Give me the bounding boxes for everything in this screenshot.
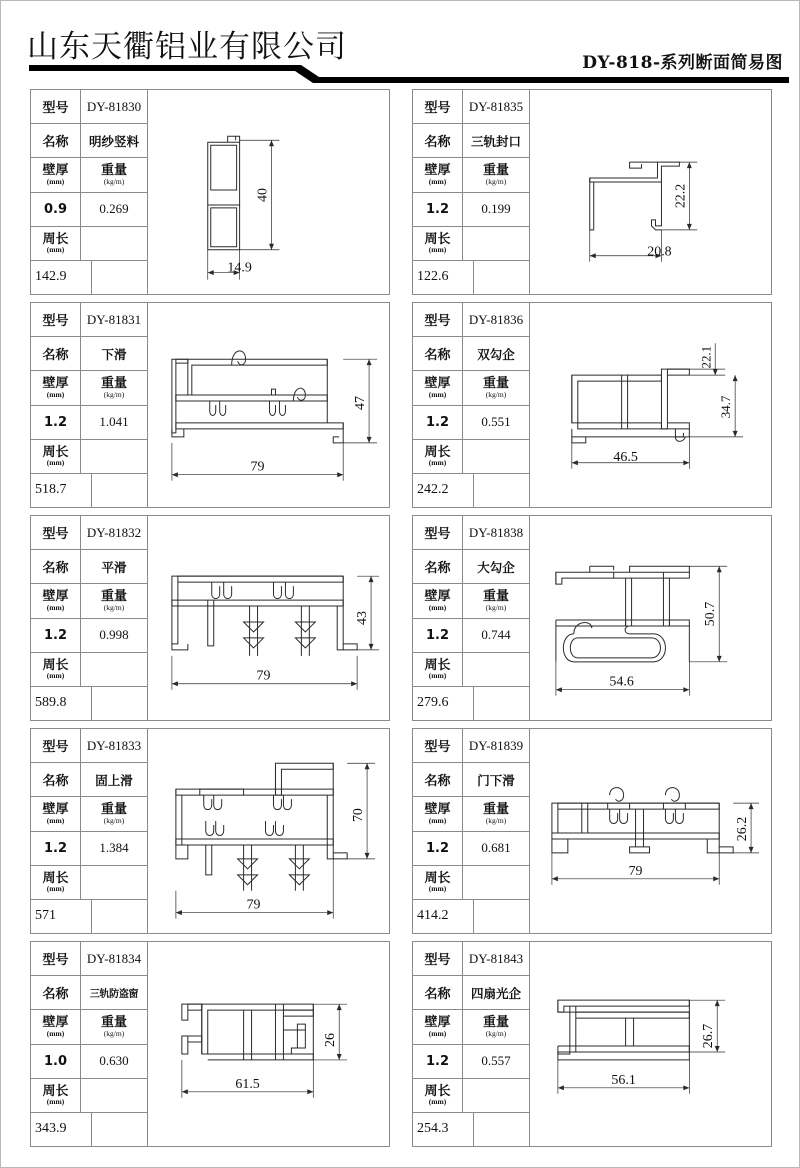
spec-row-perimeter-label xyxy=(413,440,529,474)
label-name: 名称 xyxy=(413,550,463,583)
label-wall-thickness: 壁厚 (mm) xyxy=(413,371,463,404)
spec-row-perimeter-value xyxy=(31,474,147,507)
spec-table xyxy=(31,303,148,507)
dim-height: 47 xyxy=(353,396,369,410)
value-model: DY-81835 xyxy=(468,98,524,114)
label-name: 名称 xyxy=(413,763,463,796)
value-model: DY-81834 xyxy=(86,950,142,966)
value-perimeter: 414.2 xyxy=(417,908,449,924)
label-wall-thickness: 壁厚 (mm) xyxy=(413,1010,463,1043)
dim-height: 26.2 xyxy=(735,816,751,842)
value-perimeter: 142.9 xyxy=(35,269,67,285)
value-name: 三轨封口 xyxy=(470,133,521,149)
profile-card xyxy=(412,89,772,295)
spec-row-perimeter-value xyxy=(31,261,147,294)
label-name: 名称 xyxy=(413,337,463,370)
spec-row-perimeter-label xyxy=(31,866,147,900)
label-perimeter: 周长 (mm) xyxy=(413,227,463,260)
profile-card xyxy=(412,941,772,1147)
value-thickness: 1.2 xyxy=(31,619,81,652)
perimeter-blank xyxy=(81,227,147,260)
spec-table xyxy=(413,942,530,1146)
spec-row-perimeter-label xyxy=(413,227,529,261)
value-thickness: 1.2 xyxy=(413,406,463,439)
value-thickness: 1.2 xyxy=(31,406,81,439)
label-name: 名称 xyxy=(31,976,81,1009)
spec-row-values xyxy=(413,1045,529,1079)
spec-row-perimeter-value xyxy=(31,900,147,933)
label-perimeter: 周长 (mm) xyxy=(413,653,463,686)
value-perimeter: 122.6 xyxy=(417,269,449,285)
label-name: 名称 xyxy=(31,337,81,370)
profile-drawing xyxy=(530,303,771,507)
label-perimeter: 周长 (mm) xyxy=(413,866,463,899)
value-name: 三轨防盗窗 xyxy=(89,989,139,1001)
value-name: 下滑 xyxy=(101,346,127,362)
label-model: 型号 xyxy=(413,942,463,975)
spec-table xyxy=(31,90,148,294)
profile-card xyxy=(30,728,390,934)
value-name: 双勾企 xyxy=(477,346,515,362)
spec-row-values xyxy=(413,193,529,227)
value-weight: 1.041 xyxy=(99,414,129,430)
value-weight: 0.199 xyxy=(481,201,511,217)
spec-row-values xyxy=(413,832,529,866)
label-model: 型号 xyxy=(413,729,463,762)
label-perimeter: 周长 (mm) xyxy=(31,653,81,686)
value-perimeter: 589.8 xyxy=(35,695,67,711)
perimeter-blank xyxy=(81,653,147,686)
value-weight: 0.557 xyxy=(481,1053,511,1069)
label-weight: 重量 (kg/m) xyxy=(100,163,127,186)
header-banner-decoration xyxy=(1,61,800,85)
perimeter-blank2 xyxy=(473,1113,530,1146)
spec-row-perimeter-value xyxy=(413,261,529,294)
series-title: DY-818-系列断面简易图 xyxy=(582,53,783,73)
spec-row-perimeter-label xyxy=(413,1079,529,1113)
page-header xyxy=(1,1,799,87)
company-name: 山东天衢铝业有限公司 xyxy=(27,29,347,65)
perimeter-blank2 xyxy=(473,900,530,933)
spec-row-perimeter-value xyxy=(413,900,529,933)
label-wall-thickness: 壁厚 (mm) xyxy=(31,158,81,191)
value-weight: 0.630 xyxy=(99,1053,129,1069)
spec-row-name xyxy=(413,124,529,158)
spec-row-model xyxy=(31,90,147,124)
spec-row-perimeter-label xyxy=(31,1079,147,1113)
dim-height: 26 xyxy=(323,1033,339,1047)
value-thickness: 1.0 xyxy=(31,1045,81,1078)
value-perimeter: 518.7 xyxy=(35,482,67,498)
value-model: DY-81843 xyxy=(468,950,524,966)
value-name: 四扇光企 xyxy=(470,985,521,1001)
value-model: DY-81832 xyxy=(86,524,142,540)
value-thickness: 1.2 xyxy=(413,832,463,865)
spec-row-name xyxy=(31,337,147,371)
value-name: 固上滑 xyxy=(95,772,133,788)
perimeter-blank2 xyxy=(91,261,148,294)
label-name: 名称 xyxy=(413,124,463,157)
spec-row-perimeter-value xyxy=(413,687,529,720)
dim-width: 20.8 xyxy=(647,244,672,260)
value-name: 明纱竖料 xyxy=(88,133,139,149)
dim-height: 26.7 xyxy=(701,1023,717,1049)
spec-table xyxy=(413,303,530,507)
perimeter-blank xyxy=(463,440,529,473)
label-model: 型号 xyxy=(31,303,81,336)
spec-row-name xyxy=(31,550,147,584)
spec-row-values xyxy=(31,406,147,440)
spec-table xyxy=(413,90,530,294)
spec-row-name xyxy=(413,976,529,1010)
label-wall-thickness: 壁厚 (mm) xyxy=(31,371,81,404)
spec-row-perimeter-value xyxy=(413,1113,529,1146)
value-weight: 1.384 xyxy=(99,840,129,856)
label-model: 型号 xyxy=(413,90,463,123)
dim-width: 46.5 xyxy=(613,449,638,465)
profile-drawing xyxy=(530,729,771,933)
spec-row-units xyxy=(31,1010,147,1044)
perimeter-blank xyxy=(463,653,529,686)
spec-row-name xyxy=(31,763,147,797)
dim-height: 50.7 xyxy=(703,601,719,627)
spec-row-units xyxy=(413,371,529,405)
value-name: 平滑 xyxy=(101,559,127,575)
value-thickness: 1.2 xyxy=(31,832,81,865)
spec-row-units xyxy=(31,158,147,192)
dim-width: 56.1 xyxy=(611,1072,636,1088)
profile-card xyxy=(30,302,390,508)
spec-row-name xyxy=(31,976,147,1010)
value-thickness: 1.2 xyxy=(413,619,463,652)
perimeter-blank xyxy=(463,227,529,260)
spec-row-model xyxy=(31,942,147,976)
dim-width: 79 xyxy=(246,897,261,913)
label-perimeter: 周长 (mm) xyxy=(31,866,81,899)
label-weight: 重量 (kg/m) xyxy=(100,802,127,825)
label-name: 名称 xyxy=(31,124,81,157)
label-perimeter: 周长 (mm) xyxy=(31,1079,81,1112)
spec-row-values xyxy=(413,406,529,440)
perimeter-blank2 xyxy=(91,1113,148,1146)
label-wall-thickness: 壁厚 (mm) xyxy=(413,797,463,830)
value-perimeter: 242.2 xyxy=(417,482,449,498)
spec-row-name xyxy=(413,337,529,371)
perimeter-blank2 xyxy=(473,474,530,507)
dim-height: 70 xyxy=(351,808,367,823)
profile-card xyxy=(30,515,390,721)
profile-drawing xyxy=(148,942,389,1146)
dim-width: 14.9 xyxy=(227,260,252,276)
label-perimeter: 周长 (mm) xyxy=(413,1079,463,1112)
label-model: 型号 xyxy=(31,516,81,549)
profile-card xyxy=(30,89,390,295)
label-weight: 重量 (kg/m) xyxy=(100,1015,127,1038)
value-thickness: 1.2 xyxy=(413,193,463,226)
spec-row-values xyxy=(31,619,147,653)
value-weight: 0.744 xyxy=(481,627,511,643)
label-weight: 重量 (kg/m) xyxy=(100,376,127,399)
perimeter-blank xyxy=(463,1079,529,1112)
perimeter-blank xyxy=(81,1079,147,1112)
spec-row-perimeter-label xyxy=(31,227,147,261)
value-name: 大勾企 xyxy=(477,559,515,575)
perimeter-blank xyxy=(81,440,147,473)
spec-row-model xyxy=(31,729,147,763)
spec-row-values xyxy=(31,193,147,227)
spec-row-perimeter-value xyxy=(31,1113,147,1146)
dim-height: 34.7 xyxy=(718,395,734,419)
value-perimeter: 254.3 xyxy=(417,1121,449,1137)
spec-row-model xyxy=(413,90,529,124)
spec-row-model xyxy=(413,516,529,550)
label-weight: 重量 (kg/m) xyxy=(100,589,127,612)
dim-height: 43 xyxy=(355,611,371,625)
value-perimeter: 571 xyxy=(35,908,56,924)
spec-row-model xyxy=(413,729,529,763)
spec-row-model xyxy=(413,303,529,337)
label-wall-thickness: 壁厚 (mm) xyxy=(31,797,81,830)
value-weight: 0.269 xyxy=(99,201,129,217)
spec-row-values xyxy=(31,1045,147,1079)
spec-row-model xyxy=(31,516,147,550)
perimeter-blank2 xyxy=(91,687,148,720)
spec-table xyxy=(413,729,530,933)
profile-card xyxy=(30,941,390,1147)
value-perimeter: 343.9 xyxy=(35,1121,67,1137)
dim-height-upper: 22.1 xyxy=(698,345,714,369)
spec-row-name xyxy=(413,763,529,797)
value-model: DY-81831 xyxy=(86,311,142,327)
label-weight: 重量 (kg/m) xyxy=(482,802,509,825)
dim-width: 61.5 xyxy=(235,1076,260,1092)
value-perimeter: 279.6 xyxy=(417,695,449,711)
spec-row-perimeter-value xyxy=(413,474,529,507)
spec-row-units xyxy=(413,158,529,192)
label-wall-thickness: 壁厚 (mm) xyxy=(413,158,463,191)
profile-drawing xyxy=(148,516,389,720)
spec-row-units xyxy=(31,797,147,831)
label-name: 名称 xyxy=(413,976,463,1009)
label-name: 名称 xyxy=(31,550,81,583)
spec-row-perimeter-label xyxy=(31,440,147,474)
spec-row-perimeter-label xyxy=(31,653,147,687)
spec-row-units xyxy=(413,1010,529,1044)
label-weight: 重量 (kg/m) xyxy=(482,589,509,612)
profile-grid xyxy=(1,89,800,1147)
spec-row-values xyxy=(31,832,147,866)
spec-row-name xyxy=(413,550,529,584)
spec-row-perimeter-value xyxy=(31,687,147,720)
perimeter-blank2 xyxy=(473,687,530,720)
perimeter-blank2 xyxy=(91,900,148,933)
value-model: DY-81838 xyxy=(468,524,524,540)
spec-row-name xyxy=(31,124,147,158)
spec-row-perimeter-label xyxy=(413,653,529,687)
label-model: 型号 xyxy=(31,90,81,123)
value-model: DY-81833 xyxy=(86,737,142,753)
value-name: 门下滑 xyxy=(477,772,515,788)
profile-drawing xyxy=(148,90,389,294)
dim-width: 54.6 xyxy=(609,674,634,690)
profile-card xyxy=(412,302,772,508)
spec-row-units xyxy=(31,371,147,405)
profile-drawing xyxy=(148,303,389,507)
perimeter-blank2 xyxy=(91,474,148,507)
label-wall-thickness: 壁厚 (mm) xyxy=(31,584,81,617)
dim-width: 79 xyxy=(628,863,643,879)
value-model: DY-81836 xyxy=(468,311,524,327)
dim-height: 22.2 xyxy=(673,183,689,209)
label-model: 型号 xyxy=(413,516,463,549)
label-perimeter: 周长 (mm) xyxy=(31,440,81,473)
spec-table xyxy=(31,516,148,720)
spec-row-model xyxy=(413,942,529,976)
spec-table xyxy=(31,942,148,1146)
label-wall-thickness: 壁厚 (mm) xyxy=(413,584,463,617)
profile-card xyxy=(412,728,772,934)
spec-row-model xyxy=(31,303,147,337)
profile-card xyxy=(412,515,772,721)
label-wall-thickness: 壁厚 (mm) xyxy=(31,1010,81,1043)
profile-drawing xyxy=(530,516,771,720)
value-thickness: 1.2 xyxy=(413,1045,463,1078)
label-weight: 重量 (kg/m) xyxy=(482,1015,509,1038)
label-weight: 重量 (kg/m) xyxy=(482,163,509,186)
dim-height: 40 xyxy=(255,188,271,202)
value-weight: 0.551 xyxy=(481,414,511,430)
profile-drawing xyxy=(148,729,389,933)
spec-row-units xyxy=(31,584,147,618)
label-perimeter: 周长 (mm) xyxy=(31,227,81,260)
value-model: DY-81830 xyxy=(86,98,142,114)
label-model: 型号 xyxy=(413,303,463,336)
profile-drawing xyxy=(530,90,771,294)
dim-width: 79 xyxy=(250,459,265,475)
label-weight: 重量 (kg/m) xyxy=(482,376,509,399)
label-perimeter: 周长 (mm) xyxy=(413,440,463,473)
label-model: 型号 xyxy=(31,942,81,975)
spec-row-perimeter-label xyxy=(413,866,529,900)
perimeter-blank xyxy=(463,866,529,899)
value-model: DY-81839 xyxy=(468,737,524,753)
value-thickness: 0.9 xyxy=(31,193,81,226)
label-name: 名称 xyxy=(31,763,81,796)
value-weight: 0.681 xyxy=(481,840,511,856)
label-model: 型号 xyxy=(31,729,81,762)
perimeter-blank xyxy=(81,866,147,899)
profile-drawing xyxy=(530,942,771,1146)
spec-row-units xyxy=(413,797,529,831)
spec-table xyxy=(413,516,530,720)
spec-row-units xyxy=(413,584,529,618)
perimeter-blank2 xyxy=(473,261,530,294)
spec-row-values xyxy=(413,619,529,653)
spec-table xyxy=(31,729,148,933)
dim-width: 79 xyxy=(256,668,271,684)
value-weight: 0.998 xyxy=(99,627,129,643)
